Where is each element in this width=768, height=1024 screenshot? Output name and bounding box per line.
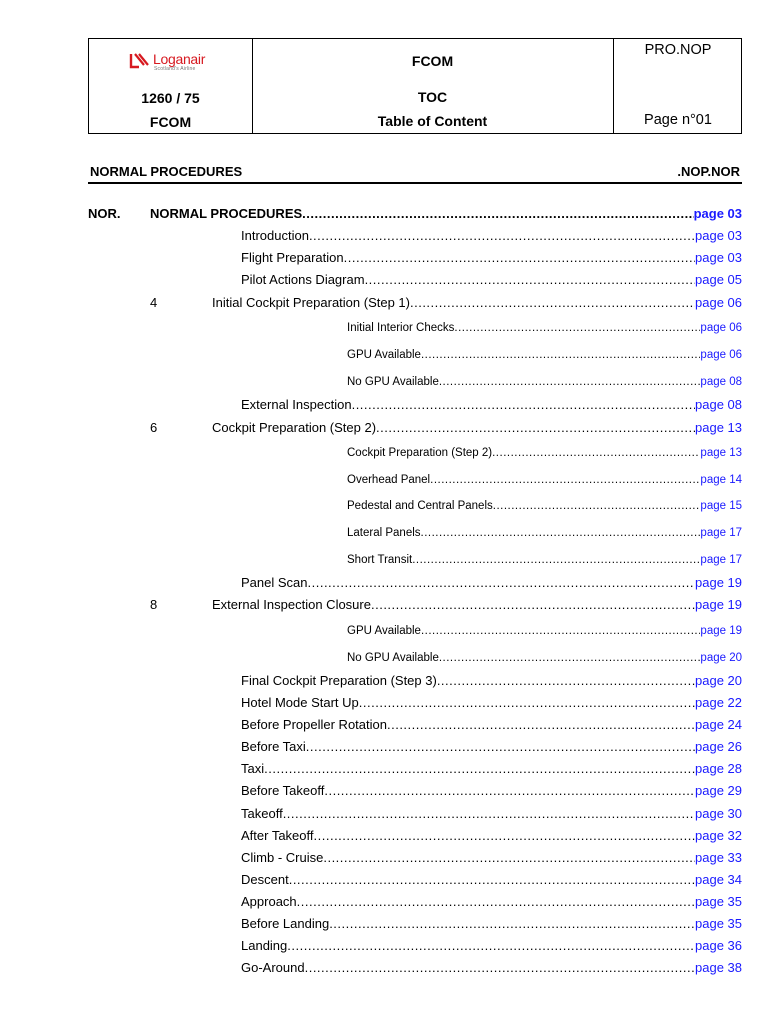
- toc-entry-title: Initial Interior Checks: [347, 322, 455, 334]
- toc-entry-page[interactable]: page 36: [695, 938, 742, 953]
- toc-entry-title: Before Landing: [241, 916, 330, 931]
- toc-entry-title: External Inspection: [241, 397, 352, 412]
- toc-entry[interactable]: [212, 420, 742, 435]
- toc-leader: [309, 228, 695, 243]
- toc-leader: [371, 597, 695, 612]
- toc-entry-page[interactable]: page 13: [695, 420, 742, 435]
- toc-entry-title: Descent: [241, 872, 289, 887]
- toc-entry-title: No GPU Available: [347, 652, 439, 664]
- loganair-mark-icon: [129, 53, 151, 69]
- toc-entry-title: Before Taxi: [241, 739, 306, 754]
- toc-item-number: 8: [150, 597, 158, 612]
- header-title: FCOM: [411, 53, 454, 69]
- toc-leader: [352, 397, 695, 412]
- toc-entry-page[interactable]: page 20: [700, 652, 742, 664]
- toc-leader: [308, 575, 696, 590]
- toc-entry-page[interactable]: page 14: [700, 474, 742, 486]
- toc-entry[interactable]: [241, 761, 742, 776]
- toc-entry-page[interactable]: page 26: [695, 739, 742, 754]
- toc-leader: [365, 272, 695, 287]
- toc-entry-page[interactable]: page 32: [695, 828, 742, 843]
- company-logo: [129, 51, 219, 73]
- toc-subentry[interactable]: [347, 474, 742, 486]
- toc-leader: [387, 717, 695, 732]
- toc-entry[interactable]: [212, 597, 742, 612]
- toc-entry[interactable]: [241, 783, 742, 798]
- toc-leader: [430, 474, 700, 486]
- toc-entry[interactable]: [241, 250, 742, 265]
- toc-entry-page[interactable]: page 19: [695, 597, 742, 612]
- manual-label: FCOM: [149, 114, 192, 130]
- toc-entry-page[interactable]: page 13: [700, 447, 742, 459]
- toc-entry-page[interactable]: page 38: [695, 960, 742, 975]
- toc-entry-title: Go-Around: [241, 960, 305, 975]
- toc-subentry[interactable]: [347, 322, 742, 334]
- toc-entry-page[interactable]: page 22: [695, 695, 742, 710]
- toc-entry[interactable]: [241, 673, 742, 688]
- toc-entry-title: Before Propeller Rotation: [241, 717, 387, 732]
- toc-leader: [376, 420, 695, 435]
- toc-entry[interactable]: [241, 228, 742, 243]
- logo-name: Loganair: [153, 51, 206, 67]
- toc-entry-page[interactable]: page 19: [695, 575, 742, 590]
- toc-leader: [287, 938, 695, 953]
- header-caption: Table of Content: [377, 113, 488, 129]
- toc-leader: [314, 828, 695, 843]
- toc-leader: [454, 322, 700, 334]
- toc-entry-title: Pedestal and Central Panels: [347, 500, 493, 512]
- toc-entry-page[interactable]: page 15: [700, 500, 742, 512]
- toc-leader: [359, 695, 695, 710]
- toc-entry-title: NORMAL PROCEDURES: [150, 206, 303, 221]
- logo-tagline: Scotland's Airline: [154, 66, 196, 72]
- toc-entry-title: Climb - Cruise: [241, 850, 324, 865]
- toc-entry-title: Introduction: [241, 228, 309, 243]
- toc-leader: [421, 527, 701, 539]
- toc-entry[interactable]: [241, 717, 742, 732]
- toc-subentry[interactable]: [347, 527, 742, 539]
- toc-entry-page[interactable]: page 05: [695, 272, 742, 287]
- toc-leader: [306, 739, 695, 754]
- toc-entry-page[interactable]: page 08: [700, 376, 742, 388]
- toc-entry-title: Short Transit: [347, 554, 413, 566]
- toc-entry[interactable]: [241, 397, 742, 412]
- toc-entry-page[interactable]: page 06: [695, 295, 742, 310]
- toc-subentry[interactable]: [347, 500, 742, 512]
- page-number: Page n°01: [644, 112, 712, 128]
- toc-leader: [344, 250, 695, 265]
- toc-entry-page[interactable]: page 34: [695, 872, 742, 887]
- toc-entry-title: GPU Available: [347, 349, 421, 361]
- toc-entry-title: Taxi: [241, 761, 265, 776]
- toc-entry[interactable]: [212, 295, 742, 310]
- toc-entry-main[interactable]: [150, 206, 742, 221]
- toc-leader: [264, 761, 695, 776]
- toc-entry-page[interactable]: page 35: [695, 894, 742, 909]
- toc-entry-page[interactable]: page 17: [700, 527, 742, 539]
- toc-entry[interactable]: [241, 695, 742, 710]
- toc-entry-title: After Takeoff: [241, 828, 314, 843]
- toc-entry[interactable]: [241, 575, 742, 590]
- toc-entry-title: Initial Cockpit Preparation (Step 1): [212, 295, 410, 310]
- toc-leader: [289, 872, 695, 887]
- toc-entry[interactable]: [241, 806, 742, 821]
- toc-entry-title: Cockpit Preparation (Step 2): [347, 447, 493, 459]
- toc-entry-page[interactable]: page 35: [695, 916, 742, 931]
- aircraft-label: 1260 / 75: [141, 90, 200, 106]
- toc-entry-title: Before Takeoff: [241, 783, 325, 798]
- toc-leader: [439, 376, 701, 388]
- toc-subentry[interactable]: [347, 349, 742, 361]
- toc-entry-title: No GPU Available: [347, 376, 439, 388]
- toc-entry-title: Flight Preparation: [241, 250, 344, 265]
- toc-entry-title: Lateral Panels: [347, 527, 421, 539]
- toc-entry[interactable]: [241, 828, 742, 843]
- toc-entry[interactable]: [241, 916, 742, 931]
- toc-entry[interactable]: [241, 872, 742, 887]
- section-heading: [88, 162, 742, 184]
- toc-entry[interactable]: [241, 894, 742, 909]
- toc-leader: [421, 625, 700, 637]
- toc-entry-title: Final Cockpit Preparation (Step 3): [241, 673, 437, 688]
- toc-subentry[interactable]: [347, 376, 742, 388]
- document-header: [88, 38, 742, 134]
- toc-leader: [410, 295, 695, 310]
- toc-entry-title: Takeoff: [241, 806, 283, 821]
- toc-entry-page[interactable]: page 29: [695, 783, 742, 798]
- toc-item-number: 6: [150, 420, 158, 435]
- toc-entry[interactable]: [241, 739, 742, 754]
- section-title: NORMAL PROCEDURES: [90, 164, 243, 179]
- toc-entry-page[interactable]: page 19: [700, 625, 742, 637]
- toc-entry-page[interactable]: page 03: [695, 228, 742, 243]
- toc-entry-title: Cockpit Preparation (Step 2): [212, 420, 377, 435]
- doc-code: PRO.NOP: [644, 42, 712, 58]
- toc-leader: [305, 960, 695, 975]
- toc-entry-page[interactable]: page 20: [695, 673, 742, 688]
- toc-entry-page[interactable]: page 28: [695, 761, 742, 776]
- toc-leader: [421, 349, 700, 361]
- toc-entry[interactable]: [241, 960, 742, 975]
- toc-leader: [492, 447, 700, 459]
- toc-entry-page[interactable]: page 30: [695, 806, 742, 821]
- toc-entry-page[interactable]: page 17: [700, 554, 742, 566]
- toc-entry[interactable]: [241, 850, 742, 865]
- header-subtitle: TOC: [417, 89, 448, 105]
- toc-entry-title: Pilot Actions Diagram: [241, 272, 365, 287]
- toc-entry-title: GPU Available: [347, 625, 421, 637]
- toc-leader: [302, 206, 693, 221]
- toc-entry-page[interactable]: page 24: [695, 717, 742, 732]
- toc-item-number: 4: [150, 295, 158, 310]
- toc-leader: [437, 673, 695, 688]
- toc-subentry[interactable]: [347, 625, 742, 637]
- toc-entry[interactable]: [241, 938, 742, 953]
- section-code: .NOP.NOR: [677, 164, 740, 179]
- toc-entry-page[interactable]: page 03: [695, 250, 742, 265]
- toc-entry-title: Approach: [241, 894, 297, 909]
- toc-subentry[interactable]: [347, 447, 742, 459]
- toc-leader: [297, 894, 695, 909]
- toc-subentry[interactable]: [347, 652, 742, 664]
- toc-entry-title: Landing: [241, 938, 288, 953]
- toc-entry-page[interactable]: page 08: [695, 397, 742, 412]
- toc-entry-title: Hotel Mode Start Up: [241, 695, 359, 710]
- toc-entry-page[interactable]: page 33: [695, 850, 742, 865]
- toc-leader: [324, 783, 695, 798]
- toc-entry-page[interactable]: page 06: [700, 322, 742, 334]
- toc-subentry[interactable]: [347, 554, 742, 566]
- toc-leader: [412, 554, 700, 566]
- toc-leader: [323, 850, 695, 865]
- toc-entry-page[interactable]: page 03: [693, 206, 742, 221]
- toc-entry-title: External Inspection Closure: [212, 597, 371, 612]
- toc-leader: [493, 500, 701, 512]
- toc-chapter-code: NOR.: [88, 206, 121, 221]
- toc-leader: [283, 806, 695, 821]
- toc-leader: [439, 652, 701, 664]
- toc-entry[interactable]: [241, 272, 742, 287]
- toc-entry-page[interactable]: page 06: [700, 349, 742, 361]
- toc-entry-title: Panel Scan: [241, 575, 308, 590]
- toc-entry-title: Overhead Panel: [347, 474, 431, 486]
- toc-leader: [329, 916, 695, 931]
